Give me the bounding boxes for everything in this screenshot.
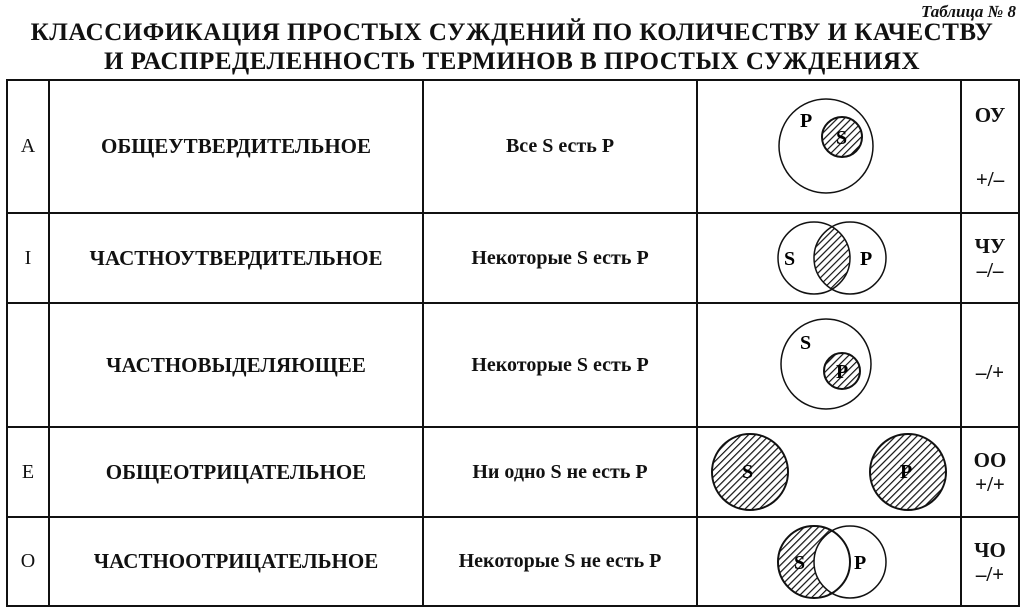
row-letter: I	[7, 213, 49, 303]
euler-diagram	[697, 517, 961, 606]
judgment-formula: Некоторые S не есть Р	[423, 517, 697, 606]
term-distribution: –/+	[975, 561, 1005, 586]
label-s: S	[794, 551, 806, 574]
judgment-formula: Все S есть Р	[423, 80, 697, 213]
label-p: Р	[854, 551, 867, 574]
row-letter	[7, 303, 49, 427]
row-letter: О	[7, 517, 49, 606]
row-letter: А	[7, 80, 49, 213]
table-row	[7, 517, 1019, 606]
label-s: S	[784, 248, 796, 270]
label-s: S	[742, 461, 754, 483]
term-distribution: –/–	[976, 258, 1004, 282]
distribution-cell	[961, 427, 1019, 517]
label-s: S	[800, 332, 812, 354]
judgment-name: ЧАСТНОВЫДЕЛЯЮЩЕЕ	[49, 303, 423, 427]
term-distribution: +/+	[975, 472, 1005, 496]
table-number: Таблица № 8	[920, 2, 1016, 21]
title-line-1: КЛАССИФИКАЦИЯ ПРОСТЫХ СУЖДЕНИЙ ПО КОЛИЧЕСТВУ И КАЧЕСТВУ	[30, 19, 994, 46]
row-letter: Е	[7, 427, 49, 517]
label-p: Р	[900, 461, 913, 483]
page-title	[0, 18, 1024, 76]
label-p: Р	[836, 361, 849, 383]
euler-diagram	[697, 303, 961, 427]
diagram-svg	[764, 92, 894, 202]
euler-diagram	[697, 213, 961, 303]
diagram-svg	[704, 429, 954, 515]
judgment-formula: Ни одно S не есть Р	[423, 427, 697, 517]
table-row	[7, 303, 1019, 427]
judgment-formula: Некоторые S есть Р	[423, 213, 697, 303]
euler-diagram	[697, 80, 961, 213]
judgment-name: ОБЩЕОТРИЦАТЕЛЬНОЕ	[49, 427, 423, 517]
diagram-svg	[764, 312, 894, 418]
label-p: Р	[800, 109, 813, 132]
table-row	[7, 213, 1019, 303]
judgment-name: ЧАСТНОУТВЕРДИТЕЛЬНОЕ	[49, 213, 423, 303]
table-row	[7, 80, 1019, 213]
judgment-code: ЧО	[974, 537, 1006, 562]
diagram-svg	[754, 520, 904, 604]
label-p: Р	[860, 248, 873, 270]
judgment-name: ОБЩЕУТВЕРДИТЕЛЬНОЕ	[49, 80, 423, 213]
distribution-cell	[961, 517, 1019, 606]
judgment-code: ЧУ	[974, 234, 1006, 258]
euler-diagram	[697, 427, 961, 517]
term-distribution: –/+	[975, 360, 1005, 384]
distribution-cell	[961, 303, 1019, 427]
judgment-code: ОО	[973, 448, 1007, 472]
title-line-2: И РАСПРЕДЕЛЕННОСТЬ ТЕРМИНОВ В ПРОСТЫХ СУЖДЕНИЯХ	[103, 48, 921, 75]
judgments-table	[6, 79, 1020, 607]
judgment-name: ЧАСТНООТРИЦАТЕЛЬНОЕ	[49, 517, 423, 606]
term-distribution: +/–	[975, 166, 1005, 191]
distribution-cell	[961, 213, 1019, 303]
table-row	[7, 427, 1019, 517]
judgment-formula: Некоторые S есть Р	[423, 303, 697, 427]
label-s: S	[836, 126, 848, 149]
judgment-code: ОУ	[974, 102, 1006, 127]
distribution-cell	[961, 80, 1019, 213]
diagram-svg	[754, 216, 904, 300]
